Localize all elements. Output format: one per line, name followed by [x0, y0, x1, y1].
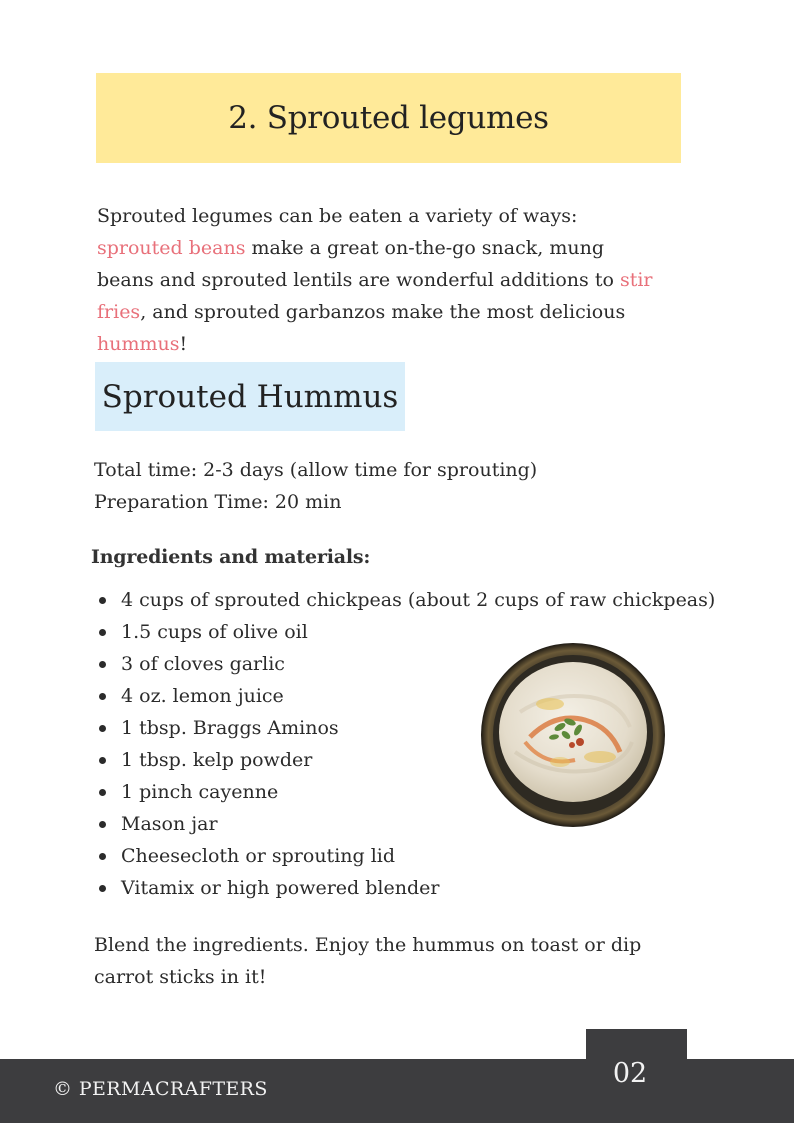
- copyright-text: © PERMACRAFTERS: [53, 1078, 268, 1100]
- stir-fries-link[interactable]: stir fries: [97, 269, 653, 323]
- list-item: 1 tbsp. kelp powder: [98, 744, 715, 776]
- prep-time: Preparation Time: 20 min: [94, 491, 342, 513]
- recipe-title: Sprouted Hummus: [101, 378, 399, 415]
- list-item: Cheesecloth or sprouting lid: [98, 840, 715, 872]
- section-title: 2. Sprouted legumes: [228, 100, 549, 136]
- hummus-link[interactable]: hummus: [97, 333, 180, 355]
- list-item: 4 cups of sprouted chickpeas (about 2 cups of raw chickpeas): [98, 584, 715, 616]
- section-title-banner: [96, 73, 681, 163]
- ingredients-heading: Ingredients and materials:: [91, 546, 371, 568]
- hummus-bowl-image: [480, 642, 666, 828]
- list-item: 4 oz. lemon juice: [98, 680, 715, 712]
- list-item: 3 of cloves garlic: [98, 648, 715, 680]
- intro-text-4: !: [179, 333, 188, 355]
- intro-text-1: Sprouted legumes can be eaten a variety of ways:: [97, 205, 578, 227]
- recipe-title-banner: [95, 362, 405, 431]
- intro-paragraph: [97, 200, 657, 360]
- intro-text-3: , and sprouted garbanzos make the most delicious: [140, 301, 626, 323]
- list-item: Vitamix or high powered blender: [98, 872, 715, 904]
- list-item: 1 tbsp. Braggs Aminos: [98, 712, 715, 744]
- closing-paragraph: Blend the ingredients. Enjoy the hummus on toast or dip carrot sticks in it!: [94, 934, 642, 988]
- sprouted-beans-link[interactable]: sprouted beans: [97, 237, 246, 259]
- page-number: 02: [612, 1058, 648, 1089]
- list-item: Mason jar: [98, 808, 715, 840]
- list-item: 1 pinch cayenne: [98, 776, 715, 808]
- recipe-times: [94, 454, 694, 518]
- total-time: Total time: 2-3 days (allow time for sprouting): [94, 459, 538, 481]
- list-item: 1.5 cups of olive oil: [98, 616, 715, 648]
- intro-text-2: make a great on-the-go snack, mung beans and sprouted lentils are wonderful additions to: [97, 237, 620, 291]
